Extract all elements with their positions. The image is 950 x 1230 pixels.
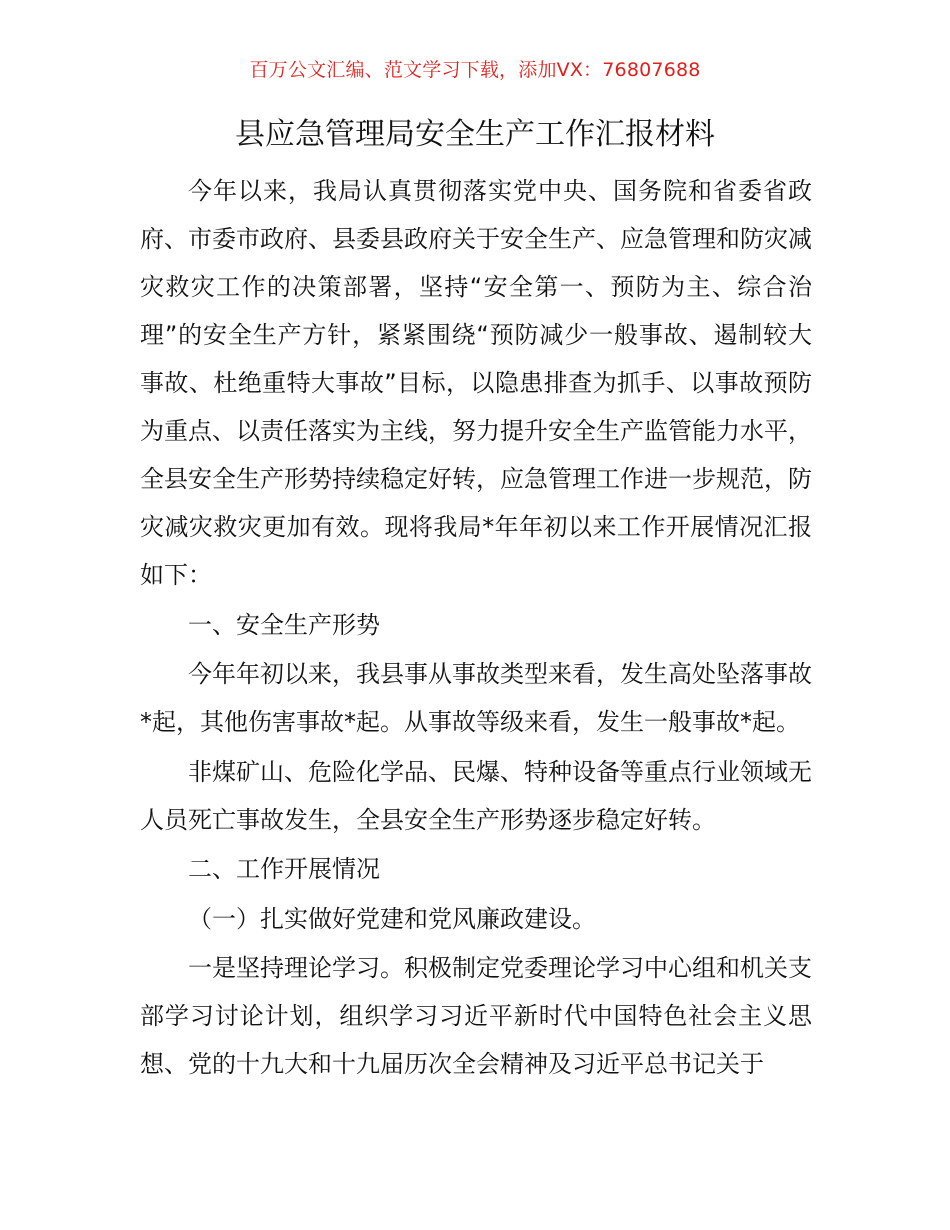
- subsection-heading-party-building: （一）扎实做好党建和党风廉政建设。: [188, 904, 596, 933]
- header-banner: 百万公文汇编、范文学习下载，添加VX：76807688: [249, 59, 701, 81]
- section-heading-safety-situation: 一、安全生产形势: [188, 610, 380, 639]
- document-title: 县应急管理局安全生产工作汇报材料: [235, 117, 715, 152]
- accident-summary-paragraph: 今年年初以来，我县事从事故类型来看，发生高处坠落事故*起，其他伤害事故*起。从事故等级来看，发生一般事故*起。: [140, 660, 812, 736]
- theory-study-paragraph: 一是坚持理论学习。积极制定党委理论学习中心组和机关支部学习讨论计划，组织学习习近平新时代中国特色社会主义思想、党的十九大和十九届历次全会精神及习近平总书记关于: [140, 954, 812, 1078]
- document-body: [140, 167, 812, 1088]
- intro-paragraph: 今年以来，我局认真贯彻落实党中央、国务院和省委省政府、市委市政府、县委县政府关于安全生产、应急管理和防灾减灾救灾工作的决策部署，坚持“安全第一、预防为主、综合治理”的安全生产方针，紧紧围绕“预防减少一般事故、遏制较大事故、杜绝重特大事故”目标，以隐患排查为抓手、以事故预防为重点、以责任落实为主线，努力提升安全生产监管能力水平，全县安全生产形势持续稳定好转，应急管理工作进一步规范，防灾减灾救灾更加有效。现将我局*年年初以来工作开展情况汇报如下：: [140, 177, 812, 589]
- section-heading-work-progress: 二、工作开展情况: [188, 855, 380, 883]
- key-industries-paragraph: 非煤矿山、危险化学品、民爆、特种设备等重点行业领域无人员死亡事故发生，全县安全生产形势逐步稳定好转。: [140, 757, 812, 834]
